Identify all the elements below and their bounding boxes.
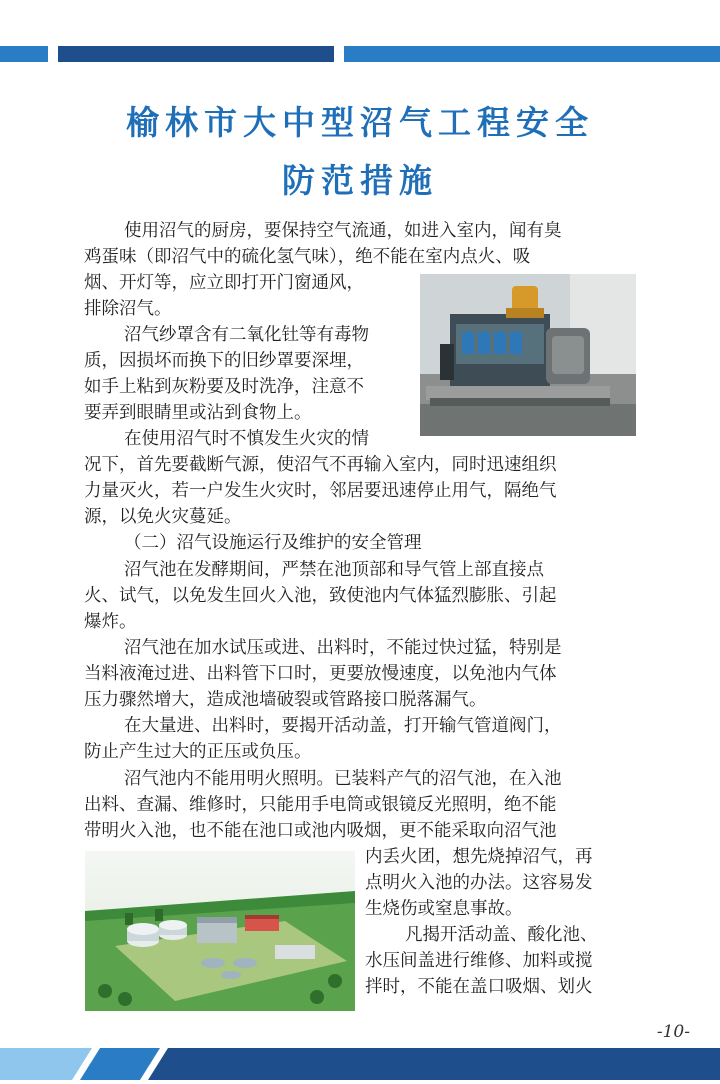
paragraph-4-line-2: 火、试气，以免发生回火入池，致使池内气体猛烈膨胀、引起 xyxy=(84,586,557,606)
paragraph-6-line-2: 防止产生过大的正压或负压。 xyxy=(84,742,312,762)
paragraph-4-line-3: 爆炸。 xyxy=(84,612,137,632)
paragraph-7-line-4: 内丢火团，想先烧掉沼气，再 xyxy=(365,847,593,867)
page-title-line1: 榆林市大中型沼气工程安全 xyxy=(126,103,594,142)
paragraph-8-line-1: 凡揭开活动盖、酸化池、 xyxy=(405,925,598,945)
paragraph-7-line-1: 沼气池内不能用明火照明。已装料产气的沼气池，在入池 xyxy=(124,769,562,789)
paragraph-2-line-3: 如手上粘到灰粉要及时洗净，注意不 xyxy=(84,377,364,397)
paragraph-1-line-2: 鸡蛋味（即沼气中的硫化氢气味），绝不能在室内点火、吸 xyxy=(84,247,531,267)
generator-photo xyxy=(420,274,636,436)
paragraph-8-line-2: 水压间盖进行维修、加料或搅 xyxy=(365,951,593,971)
paragraph-8-line-3: 拌时，不能在盖口吸烟、划火 xyxy=(365,977,593,997)
paragraph-1-line-3: 烟、开灯等，应立即打开门窗通风， xyxy=(84,273,364,293)
paragraph-3-line-4: 源，以免火灾蔓延。 xyxy=(84,507,242,527)
bottom-stripes xyxy=(0,1048,720,1080)
paragraph-1-line-4: 排除沼气。 xyxy=(84,299,172,319)
paragraph-7-line-6: 生烧伤或窒息事故。 xyxy=(365,899,523,919)
paragraph-5-line-1: 沼气池在加水试压或进、出料时，不能过快过猛，特别是 xyxy=(124,638,562,658)
page-title-line2: 防范措施 xyxy=(282,161,438,200)
paragraph-7-line-2: 出料、查漏、维修时，只能用手电筒或银镜反光照明，绝不能 xyxy=(84,795,557,815)
paragraph-2-line-2: 质，因损坏而换下的旧纱罩要深埋， xyxy=(84,351,364,371)
paragraph-7-line-3: 带明火入池，也不能在池口或池内吸烟，更不能采取向沼气池 xyxy=(84,821,557,841)
paragraph-5-line-3: 压力骤然增大，造成池墙破裂或管路接口脱落漏气。 xyxy=(84,690,487,710)
paragraph-2-line-1: 沼气纱罩含有二氧化钍等有毒物 xyxy=(124,325,369,345)
section-heading: （二）沼气设施运行及维护的安全管理 xyxy=(124,533,422,553)
paragraph-7-line-5: 点明火入池的办法。这容易发 xyxy=(365,873,593,893)
paragraph-5-line-2: 当料液淹过进、出料管下口时，更要放慢速度，以免池内气体 xyxy=(84,664,557,684)
paragraph-1-line-1: 使用沼气的厨房，要保持空气流通，如进入室内，闻有臭 xyxy=(124,221,562,241)
paragraph-3-line-2: 况下，首先要截断气源，使沼气不再输入室内，同时迅速组织 xyxy=(84,455,557,475)
top-bar-middle xyxy=(58,46,334,62)
top-bar-right xyxy=(344,46,720,62)
paragraph-3-line-3: 力量灭火，若一户发生火灾时，邻居要迅速停止用气，隔绝气 xyxy=(84,481,557,501)
page-number: -10- xyxy=(656,1022,690,1042)
paragraph-6-line-1: 在大量进、出料时，要揭开活动盖，打开输气管道阀门， xyxy=(124,716,562,736)
paragraph-2-line-4: 要弄到眼睛里或沾到食物上。 xyxy=(84,403,312,423)
paragraph-4-line-1: 沼气池在发酵期间，严禁在池顶部和导气管上部直接点 xyxy=(124,560,544,580)
paragraph-3-line-1: 在使用沼气时不慎发生火灾的情 xyxy=(124,429,369,449)
biogas-plant-rendering xyxy=(85,851,355,1011)
top-bar-left xyxy=(0,46,48,62)
